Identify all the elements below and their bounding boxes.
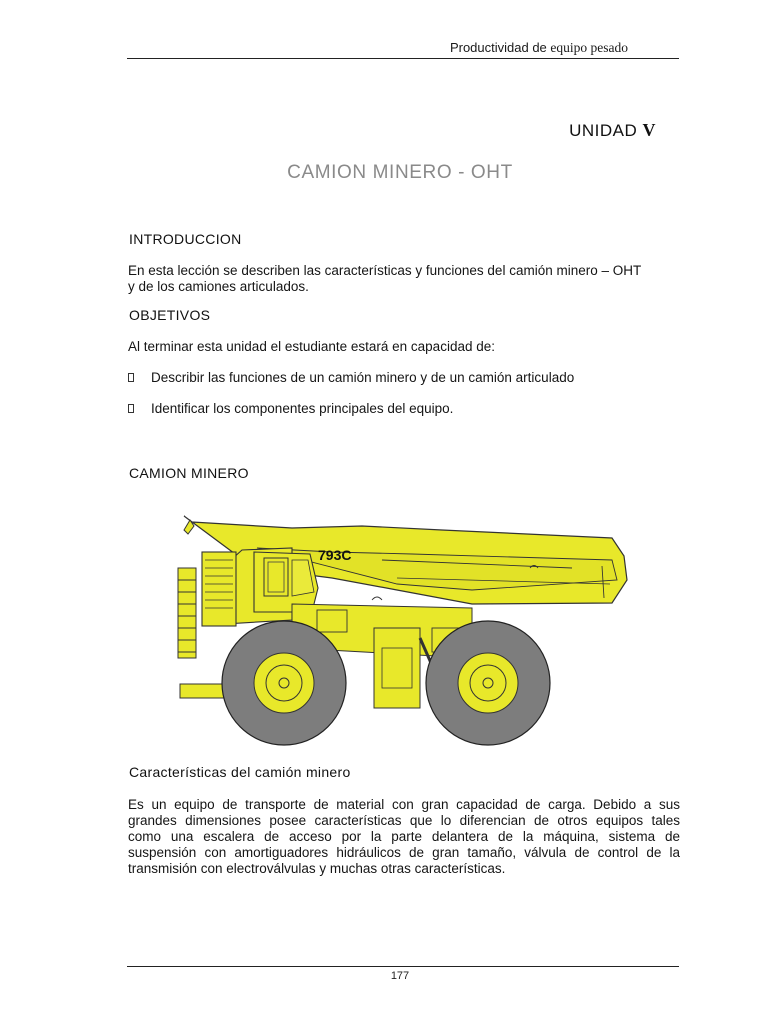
introduction-line-1: En esta lección se describen las características y funciones del camión minero – OHT (128, 263, 642, 278)
characteristics-line-5: transmisión con electroválvulas y muchas otras características. (128, 861, 506, 876)
objective-item-text: Identificar los componentes principales del equipo. (151, 401, 454, 416)
bullet-box-icon (128, 373, 134, 382)
characteristics-line-2: grandes dimensiones posee características que lo diferencian de otros equipos tales (128, 813, 680, 828)
objective-item-2 (128, 401, 453, 416)
characteristics-line-4: suspensión con amortiguadores hidráulicos de gran tamaño, válvula de control de la (128, 845, 680, 860)
introduction-heading: INTRODUCCION (129, 231, 242, 247)
unit-label: UNIDAD (569, 121, 643, 140)
introduction-paragraph (128, 263, 680, 295)
unit-numeral: V (642, 120, 656, 140)
page-number: 177 (390, 970, 410, 982)
characteristics-line-3: como una escalera de acceso por la parte delantera de la máquina, sistema de (128, 829, 680, 844)
objective-item-text: Describir las funciones de un camión minero y de un camión articulado (151, 370, 575, 385)
characteristics-heading: Características del camión minero (129, 764, 351, 780)
characteristics-line-1: Es un equipo de transporte de material con gran capacidad de carga. Debido a sus (128, 797, 680, 812)
introduction-line-2: y de los camiones articulados. (128, 279, 309, 294)
objective-item-1 (128, 370, 574, 385)
bullet-box-icon (128, 404, 134, 413)
header-text-a: Productividad de (449, 40, 551, 55)
running-header (450, 40, 628, 56)
objectives-intro: Al terminar esta unidad el estudiante estará en capacidad de: (128, 339, 495, 354)
footer-rule (127, 966, 679, 967)
characteristics-paragraph (128, 797, 680, 877)
header-text-b: equipo pesado (550, 40, 628, 55)
unit-title (569, 120, 656, 141)
header-rule (127, 58, 679, 59)
camion-minero-heading: CAMION MINERO (129, 465, 249, 481)
chapter-title: CAMION MINERO - OHT (287, 162, 513, 183)
objectives-heading: OBJETIVOS (129, 307, 211, 323)
mining-truck-illustration (172, 508, 640, 748)
truck-model-label: 793C (318, 547, 352, 563)
